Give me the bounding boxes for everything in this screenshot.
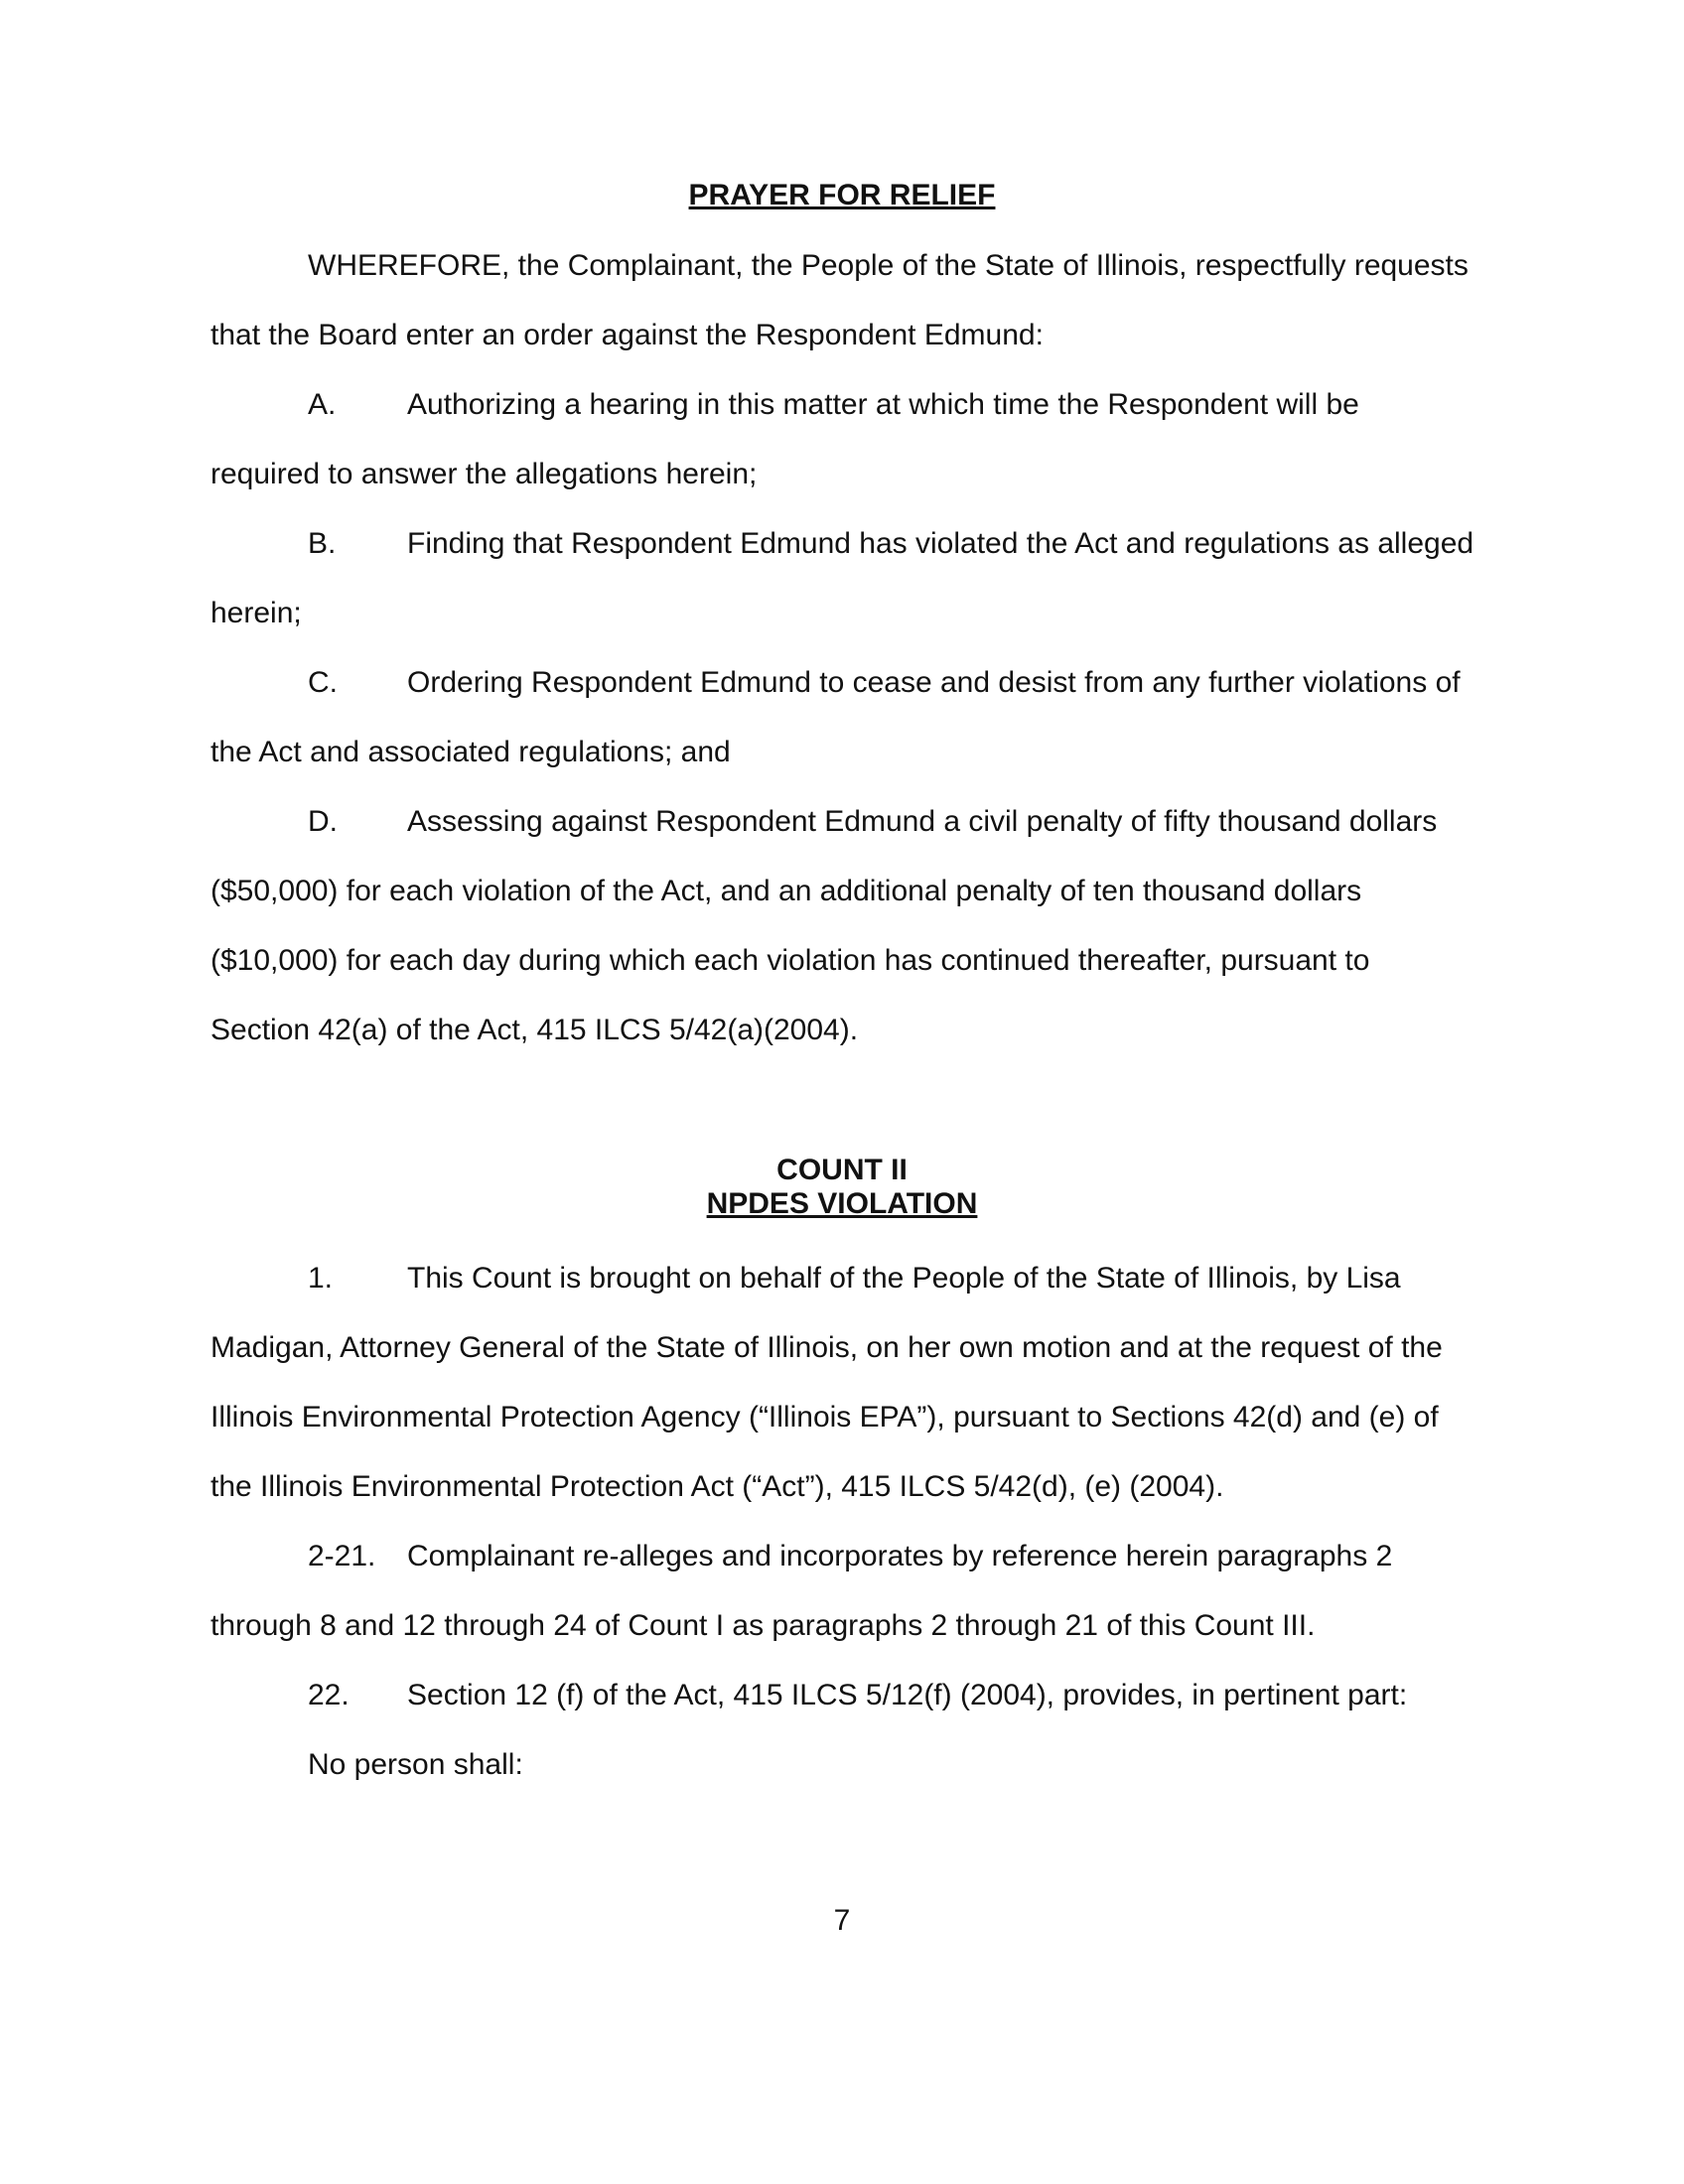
paragraph-1-line-1: This Count is brought on behalf of the People of the State of Illinois, by Lisa (407, 1262, 1401, 1295)
item-a-line-1: Authorizing a hearing in this matter at which time the Respondent will be (407, 388, 1359, 421)
paragraph-2-21-cont-1: through 8 and 12 through 24 of Count I as paragraphs 2 through 21 of this Count III. (210, 1609, 1316, 1642)
item-c-line-1: Ordering Respondent Edmund to cease and desist from any further violations of (407, 666, 1461, 699)
count-heading-line-1: COUNT II (776, 1154, 908, 1186)
item-d-cont-2: ($10,000) for each day during which each violation has continued thereafter, pursuant to (210, 944, 1370, 977)
paragraph-1-label: 1. (308, 1262, 334, 1295)
paragraph-2-21-line-1: Complainant re-alleges and incorporates by reference herein paragraphs 2 (407, 1540, 1393, 1572)
item-b-cont-1: herein; (210, 597, 302, 629)
item-d-cont-3: Section 42(a) of the Act, 415 ILCS 5/42(a)(2004). (210, 1014, 859, 1046)
item-a-cont-1: required to answer the allegations herein; (210, 458, 758, 490)
item-d-cont-1: ($50,000) for each violation of the Act, and an additional penalty of ten thousand dollars (210, 875, 1362, 907)
item-c-cont-1: the Act and associated regulations; and (210, 736, 731, 768)
paragraph-22-label: 22. (308, 1679, 350, 1711)
wherefore-line-2: that the Board enter an order against the Respondent Edmund: (210, 319, 1044, 351)
item-b-line-1: Finding that Respondent Edmund has violated the Act and regulations as alleged (407, 527, 1474, 560)
quote-start: No person shall: (308, 1748, 523, 1781)
item-b-label: B. (308, 527, 337, 560)
paragraph-2-21-label: 2-21. (308, 1540, 376, 1572)
page-number: 7 (833, 1904, 851, 1937)
item-c-label: C. (308, 666, 338, 699)
paragraph-1-cont-1: Madigan, Attorney General of the State of Illinois, on her own motion and at the request of the (210, 1331, 1443, 1364)
paragraph-1-cont-2: Illinois Environmental Protection Agency (“Illinois EPA”), pursuant to Sections 42(d) and (e) of (210, 1401, 1439, 1433)
count-heading-line-2: NPDES VIOLATION (706, 1187, 978, 1220)
item-d-line-1: Assessing against Respondent Edmund a civil penalty of fifty thousand dollars (407, 805, 1438, 838)
item-d-label: D. (308, 805, 338, 838)
item-a-label: A. (308, 388, 337, 421)
wherefore-line-1: WHEREFORE, the Complainant, the People of the State of Illinois, respectfully requests (308, 249, 1469, 282)
paragraph-1-cont-3: the Illinois Environmental Protection Act (“Act”), 415 ILCS 5/42(d), (e) (2004). (210, 1470, 1224, 1503)
prayer-for-relief-heading: PRAYER FOR RELIEF (688, 179, 996, 211)
paragraph-22-line-1: Section 12 (f) of the Act, 415 ILCS 5/12(f) (2004), provides, in pertinent part: (407, 1679, 1408, 1711)
